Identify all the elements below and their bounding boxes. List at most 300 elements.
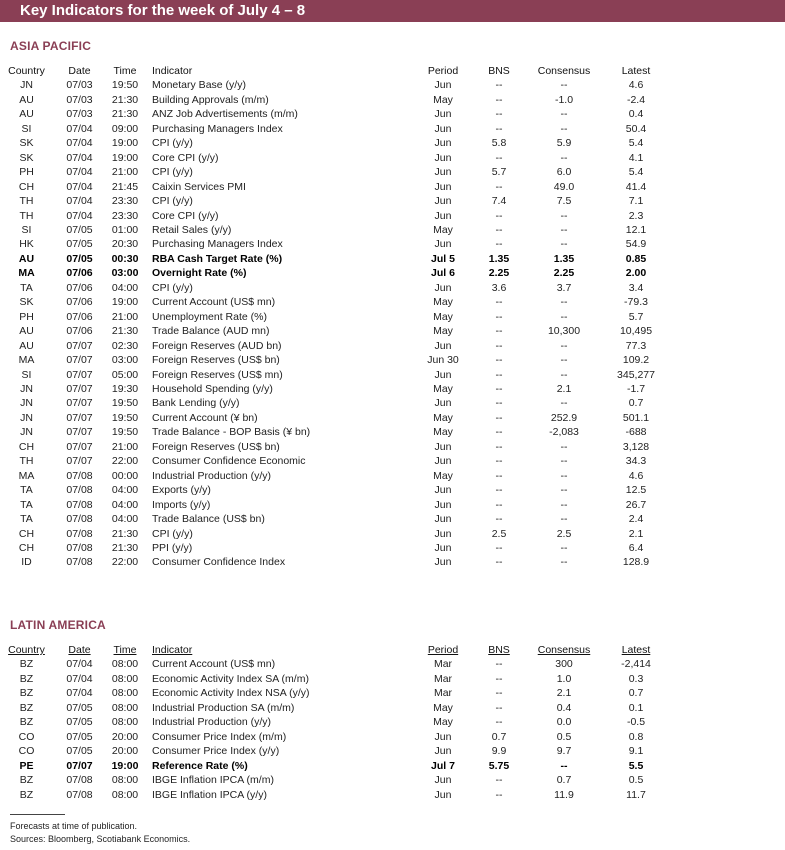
cell-bns: --: [495, 209, 503, 222]
col-bns: BNS: [488, 65, 510, 77]
cell-period: Jun: [434, 455, 452, 468]
cell-time: 19:50: [111, 426, 139, 439]
col-country: Country: [8, 65, 45, 77]
cell-indicator: Retail Sales (y/y): [152, 223, 232, 236]
table-row: [0, 672, 668, 686]
cell-period: Jun 30: [427, 354, 459, 367]
table-row: [0, 295, 668, 309]
cell-consensus: 49.0: [553, 180, 575, 193]
table-row: [0, 657, 668, 671]
cell-indicator: CPI (y/y): [152, 527, 193, 540]
cell-indicator: CPI (y/y): [152, 166, 193, 179]
col-date: Date: [68, 65, 91, 77]
cell-consensus: --: [560, 541, 568, 554]
cell-latest: 4.6: [628, 469, 644, 482]
cell-time: 08:00: [111, 701, 139, 714]
cell-latest: 41.4: [625, 180, 647, 193]
cell-bns: --: [495, 701, 503, 714]
cell-bns: 3.6: [491, 281, 507, 294]
table-row: [0, 136, 668, 150]
cell-indicator: CPI (y/y): [152, 281, 193, 294]
cell-indicator: Caixin Services PMI: [152, 180, 246, 193]
table-row: [0, 209, 668, 223]
cell-date: 07/08: [66, 556, 93, 569]
cell-indicator: Building Approvals (m/m): [152, 93, 269, 106]
cell-consensus: 300: [555, 658, 573, 671]
latam-section-title: LATIN AMERICA: [10, 618, 106, 632]
cell-country: AU: [19, 325, 34, 338]
cell-country: BZ: [19, 672, 34, 685]
cell-bns: --: [495, 541, 503, 554]
cell-bns: --: [495, 397, 503, 410]
cell-country: PH: [19, 310, 34, 323]
cell-country: AU: [18, 252, 35, 265]
cell-bns: --: [495, 296, 503, 309]
cell-date: 07/07: [66, 397, 93, 410]
cell-period: Jun: [434, 79, 452, 92]
cell-bns: --: [495, 687, 503, 700]
footnote-divider: [10, 814, 65, 815]
cell-consensus: 5.9: [556, 137, 572, 150]
cell-time: 21:00: [111, 166, 139, 179]
cell-latest: 345,277: [617, 368, 655, 381]
cell-bns: --: [495, 469, 503, 482]
cell-bns: --: [495, 774, 503, 787]
cell-date: 07/03: [66, 93, 93, 106]
table-row: [0, 368, 668, 382]
cell-latest: 0.4: [628, 108, 644, 121]
table-row: [0, 686, 668, 700]
cell-country: JN: [20, 79, 33, 92]
latam-table-header: [0, 643, 668, 657]
cell-country: SI: [21, 122, 32, 135]
cell-period: Mar: [433, 672, 453, 685]
table-row: [0, 93, 668, 107]
cell-consensus: --: [560, 759, 568, 772]
cell-period: Jun: [434, 788, 452, 801]
cell-time: 19:00: [111, 296, 139, 309]
cell-time: 20:30: [111, 238, 139, 251]
cell-latest: 0.7: [628, 397, 644, 410]
cell-period: Jun: [434, 209, 452, 222]
cell-period: Jun: [434, 556, 452, 569]
cell-period: Jun: [434, 122, 452, 135]
table-row: [0, 281, 668, 295]
cell-bns: --: [495, 180, 503, 193]
cell-bns: 2.5: [491, 527, 507, 540]
cell-latest: 0.3: [628, 672, 644, 685]
table-row: [0, 469, 668, 483]
cell-time: 04:00: [111, 484, 139, 497]
cell-bns: --: [495, 238, 503, 251]
table-row: [0, 339, 668, 353]
cell-time: 08:00: [111, 788, 139, 801]
cell-period: Jun: [434, 368, 452, 381]
cell-indicator: Current Account (¥ bn): [152, 411, 258, 424]
cell-country: JN: [20, 397, 33, 410]
cell-consensus: --: [560, 209, 568, 222]
cell-bns: 1.35: [488, 252, 510, 265]
cell-consensus: 11.9: [554, 788, 574, 801]
table-row: [0, 454, 668, 468]
cell-date: 07/08: [66, 513, 93, 526]
cell-bns: --: [495, 672, 503, 685]
cell-indicator: Foreign Reserves (US$ mn): [152, 368, 283, 381]
cell-time: 08:00: [111, 658, 139, 671]
footnote-sources: Sources: Bloomberg, Scotiabank Economics.: [10, 834, 191, 844]
cell-time: 03:00: [111, 354, 139, 367]
col-latest: Latest: [621, 65, 651, 77]
col-consensus: Consensus: [537, 65, 591, 77]
cell-bns: --: [495, 455, 503, 468]
cell-date: 07/06: [66, 281, 93, 294]
cell-indicator: Consumer Price Index (m/m): [152, 730, 287, 743]
table-row: [0, 353, 668, 367]
cell-latest: 5.7: [628, 310, 644, 323]
cell-latest: 5.4: [628, 166, 644, 179]
table-row: [0, 555, 668, 569]
cell-indicator: Core CPI (y/y): [152, 209, 219, 222]
cell-bns: --: [495, 122, 503, 135]
cell-consensus: 0.7: [556, 774, 572, 787]
cell-period: Jun: [434, 339, 452, 352]
cell-date: 07/08: [66, 774, 93, 787]
cell-consensus: --: [560, 484, 568, 497]
cell-latest: 0.1: [628, 701, 644, 714]
cell-indicator: Overnight Rate (%): [152, 267, 247, 280]
cell-latest: 2.4: [628, 513, 644, 526]
cell-date: 07/05: [66, 745, 93, 758]
cell-bns: 7.4: [491, 195, 507, 208]
cell-time: 08:00: [111, 716, 139, 729]
cell-latest: 3.4: [628, 281, 644, 294]
cell-consensus: --: [560, 556, 568, 569]
cell-indicator: IBGE Inflation IPCA (m/m): [152, 774, 274, 787]
cell-period: Jun: [434, 238, 452, 251]
cell-bns: --: [495, 108, 503, 121]
cell-country: CO: [18, 730, 35, 743]
cell-period: May: [433, 223, 453, 236]
cell-time: 20:00: [111, 730, 139, 743]
cell-latest: 34.3: [625, 455, 647, 468]
cell-indicator: Consumer Price Index (y/y): [152, 745, 280, 758]
cell-bns: --: [495, 79, 503, 92]
cell-bns: --: [495, 93, 503, 106]
table-row: [0, 252, 668, 266]
table-row: [0, 512, 668, 526]
cell-period: May: [433, 701, 453, 714]
cell-bns: --: [495, 223, 503, 236]
cell-time: 21:00: [111, 440, 139, 453]
cell-date: 07/03: [66, 108, 93, 121]
cell-indicator: Industrial Production (y/y): [152, 469, 272, 482]
cell-date: 07/04: [66, 137, 93, 150]
cell-indicator: Exports (y/y): [152, 484, 211, 497]
cell-time: 23:30: [111, 195, 139, 208]
cell-country: SK: [19, 137, 34, 150]
cell-country: SI: [21, 223, 32, 236]
cell-country: AU: [19, 339, 34, 352]
asia-indicators-table: [0, 64, 668, 570]
cell-period: May: [433, 426, 453, 439]
cell-period: Jun: [434, 498, 452, 511]
cell-bns: --: [495, 658, 503, 671]
cell-latest: 7.1: [628, 195, 644, 208]
table-row: [0, 759, 668, 773]
cell-bns: --: [495, 354, 503, 367]
cell-time: 02:30: [111, 339, 139, 352]
cell-bns: --: [495, 151, 503, 164]
cell-date: 07/05: [66, 252, 93, 265]
cell-date: 07/07: [66, 440, 93, 453]
table-row: [0, 266, 668, 280]
cell-time: 00:00: [111, 469, 139, 482]
cell-country: JN: [20, 382, 33, 395]
cell-period: May: [433, 411, 453, 424]
cell-time: 22:00: [111, 455, 139, 468]
table-row: [0, 223, 668, 237]
table-row: [0, 165, 668, 179]
table-row: [0, 773, 668, 787]
cell-latest: 2.3: [628, 209, 644, 222]
cell-latest: 26.7: [625, 498, 647, 511]
cell-bns: --: [495, 325, 503, 338]
cell-time: 21:30: [111, 527, 139, 540]
cell-bns: --: [495, 440, 503, 453]
cell-country: TA: [20, 513, 33, 526]
col-date: Date: [68, 644, 91, 656]
cell-country: MA: [18, 469, 35, 482]
table-row: [0, 788, 668, 802]
cell-period: Jun: [434, 484, 452, 497]
cell-period: Jun: [434, 281, 452, 294]
cell-consensus: --: [560, 238, 568, 251]
cell-indicator: Economic Activity Index SA (m/m): [152, 672, 309, 685]
cell-consensus: 2.25: [553, 267, 575, 280]
cell-country: MA: [18, 354, 35, 367]
cell-date: 07/03: [66, 79, 93, 92]
cell-consensus: 6.0: [556, 166, 572, 179]
table-row: [0, 730, 668, 744]
table-row: [0, 541, 668, 555]
cell-latest: 128.9: [622, 556, 650, 569]
cell-period: May: [433, 93, 453, 106]
cell-time: 04:00: [111, 513, 139, 526]
cell-latest: 501.1: [622, 411, 650, 424]
cell-country: CO: [18, 745, 35, 758]
cell-country: MA: [18, 267, 35, 280]
cell-date: 07/05: [66, 730, 93, 743]
cell-latest: 10,495: [619, 325, 653, 338]
cell-indicator: Consumer Confidence Index: [152, 556, 286, 569]
cell-country: SK: [19, 296, 34, 309]
cell-country: ID: [21, 556, 32, 569]
cell-bns: --: [495, 411, 503, 424]
cell-latest: 109.2: [622, 354, 650, 367]
cell-time: 19:00: [111, 151, 139, 164]
cell-consensus: --: [560, 122, 568, 135]
col-time: Time: [113, 65, 137, 77]
cell-consensus: --: [560, 440, 568, 453]
cell-consensus: 0.0: [556, 716, 572, 729]
cell-time: 19:50: [111, 411, 139, 424]
cell-country: CH: [18, 527, 35, 540]
page-header: [0, 0, 785, 22]
cell-consensus: --: [560, 296, 568, 309]
cell-consensus: 3.7: [556, 281, 572, 294]
cell-latest: 12.1: [625, 223, 647, 236]
cell-consensus: --: [560, 455, 568, 468]
cell-date: 07/04: [66, 180, 93, 193]
cell-country: JN: [20, 426, 33, 439]
cell-consensus: --: [560, 108, 568, 121]
cell-latest: 12.5: [625, 484, 647, 497]
cell-bns: --: [495, 484, 503, 497]
cell-period: May: [433, 296, 453, 309]
cell-consensus: --: [560, 310, 568, 323]
cell-period: Jun: [434, 180, 452, 193]
cell-date: 07/06: [66, 325, 93, 338]
col-period: Period: [427, 644, 459, 656]
cell-time: 01:00: [111, 223, 139, 236]
cell-country: TA: [20, 281, 33, 294]
cell-date: 07/05: [66, 701, 93, 714]
cell-latest: 0.7: [628, 687, 644, 700]
cell-latest: 0.5: [628, 774, 644, 787]
cell-indicator: Purchasing Managers Index: [152, 122, 283, 135]
cell-indicator: Household Spending (y/y): [152, 382, 273, 395]
cell-time: 05:00: [111, 368, 139, 381]
cell-indicator: PPI (y/y): [152, 541, 193, 554]
cell-period: Jun: [434, 774, 452, 787]
cell-indicator: Core CPI (y/y): [152, 151, 219, 164]
table-row: [0, 310, 668, 324]
cell-period: Mar: [433, 687, 453, 700]
cell-date: 07/05: [66, 238, 93, 251]
cell-latest: 3,128: [622, 440, 650, 453]
cell-time: 21:30: [111, 325, 139, 338]
cell-country: SK: [19, 151, 34, 164]
cell-consensus: 0.5: [556, 730, 572, 743]
table-row: [0, 715, 668, 729]
cell-date: 07/08: [66, 788, 93, 801]
cell-time: 04:00: [111, 498, 139, 511]
table-row: [0, 180, 668, 194]
cell-country: TH: [19, 209, 34, 222]
cell-consensus: --: [560, 469, 568, 482]
cell-latest: -0.5: [626, 716, 646, 729]
cell-latest: 5.5: [628, 759, 644, 772]
cell-period: May: [433, 469, 453, 482]
cell-consensus: 0.4: [556, 701, 572, 714]
cell-date: 07/04: [66, 672, 93, 685]
cell-latest: 11.7: [626, 788, 646, 801]
cell-consensus: 2.1: [556, 687, 572, 700]
cell-time: 19:50: [111, 79, 139, 92]
cell-period: Jun: [434, 397, 452, 410]
cell-country: JN: [20, 411, 33, 424]
cell-bns: 0.7: [491, 730, 507, 743]
cell-consensus: --: [560, 397, 568, 410]
cell-consensus: --: [560, 513, 568, 526]
cell-consensus: 7.5: [556, 195, 572, 208]
cell-latest: 54.9: [625, 238, 647, 251]
cell-date: 07/07: [66, 368, 93, 381]
cell-bns: 5.8: [491, 137, 507, 150]
cell-indicator: Industrial Production SA (m/m): [152, 701, 295, 714]
cell-date: 07/04: [66, 122, 93, 135]
cell-period: May: [433, 325, 453, 338]
cell-consensus: -2,083: [549, 426, 579, 439]
cell-indicator: Current Account (US$ mn): [152, 296, 276, 309]
footnote-forecasts: Forecasts at time of publication.: [10, 821, 138, 831]
cell-country: PE: [19, 759, 34, 772]
cell-date: 07/08: [66, 469, 93, 482]
cell-bns: 5.75: [488, 759, 510, 772]
cell-time: 21:00: [111, 310, 139, 323]
cell-date: 07/06: [66, 267, 93, 280]
table-row: [0, 483, 668, 497]
table-row: [0, 324, 668, 338]
cell-indicator: Trade Balance (US$ bn): [152, 513, 265, 526]
cell-country: AU: [19, 108, 34, 121]
cell-latest: 2.1: [628, 527, 644, 540]
cell-period: Jun: [434, 151, 452, 164]
col-bns: BNS: [488, 644, 510, 656]
cell-time: 21:30: [111, 541, 139, 554]
cell-date: 07/08: [66, 484, 93, 497]
page-title: Key Indicators for the week of July 4 – 8: [20, 2, 306, 19]
cell-country: AU: [19, 93, 34, 106]
cell-consensus: --: [560, 79, 568, 92]
table-row: [0, 194, 668, 208]
cell-date: 07/07: [66, 455, 93, 468]
cell-indicator: Imports (y/y): [152, 498, 211, 511]
table-row: [0, 237, 668, 251]
cell-date: 07/04: [66, 151, 93, 164]
cell-indicator: Foreign Reserves (AUD bn): [152, 339, 282, 352]
cell-consensus: --: [560, 498, 568, 511]
cell-latest: 2.00: [625, 267, 647, 280]
cell-date: 07/07: [66, 354, 93, 367]
cell-date: 07/08: [66, 527, 93, 540]
cell-latest: 0.85: [625, 252, 647, 265]
col-latest: Latest: [621, 644, 651, 656]
cell-indicator: Unemployment Rate (%): [152, 310, 267, 323]
cell-indicator: Current Account (US$ mn): [152, 658, 276, 671]
table-row: [0, 440, 668, 454]
cell-date: 07/04: [66, 658, 93, 671]
cell-time: 04:00: [111, 281, 139, 294]
cell-latest: 5.4: [628, 137, 644, 150]
cell-bns: --: [495, 716, 503, 729]
cell-country: PH: [19, 166, 34, 179]
cell-date: 07/06: [66, 310, 93, 323]
col-consensus: Consensus: [537, 644, 591, 656]
cell-bns: --: [495, 382, 503, 395]
cell-indicator: Foreign Reserves (US$ bn): [152, 440, 280, 453]
cell-latest: 9.1: [628, 745, 644, 758]
cell-time: 19:00: [111, 137, 139, 150]
cell-latest: 6.4: [628, 541, 644, 554]
cell-period: May: [433, 716, 453, 729]
cell-bns: 2.25: [488, 267, 510, 280]
cell-period: Jul 6: [431, 267, 455, 280]
col-indicator: Indicator: [152, 644, 193, 656]
cell-latest: -688: [625, 426, 647, 439]
cell-time: 23:30: [111, 209, 139, 222]
cell-date: 07/05: [66, 223, 93, 236]
